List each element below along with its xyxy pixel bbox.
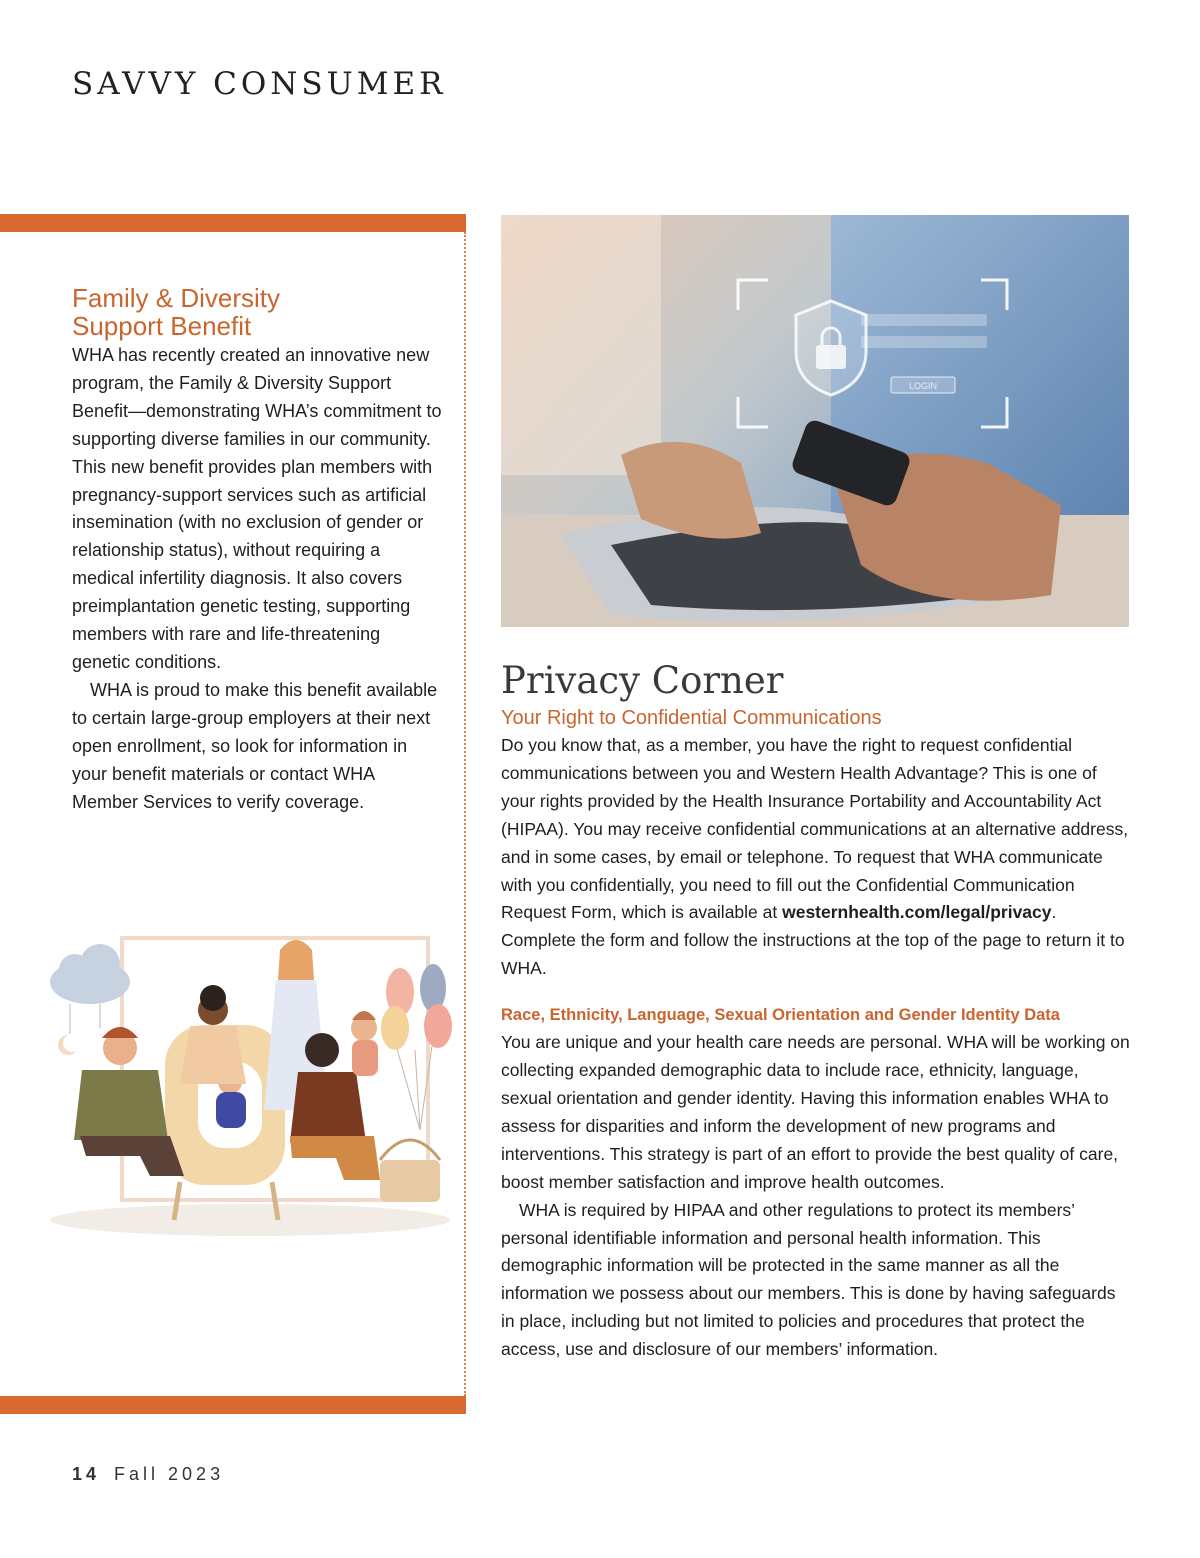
privacy-corner-article [501, 660, 1131, 1364]
title-line-2: Support Benefit [72, 311, 252, 341]
paragraph: WHA is required by HIPAA and other regulations to protect its members’ personal identifiable information and personal health information. This demographic information will be protected in the same manner as all the information we possess about our members. This is done by having safeguards in place, including but not limited to policies and procedures that protect the access, use and disclosure of our members’ information. [501, 1199, 1116, 1360]
paragraph [501, 732, 1131, 983]
section-header: SAVVY CONSUMER [72, 66, 447, 102]
paragraph: WHA has recently created an innovative new program, the Family & Diversity Support Benefit—demonstrating WHA’s commitment to supporting diverse families in our community. This new benefit provides plan members with pregnancy-support services such as artificial insemination (with no exclusion of gender or relationship status), without requiring a medical infertility diagnosis. It also covers preimplantation genetic testing, supporting members with rare and life-threatening genetic conditions. [72, 345, 442, 672]
page-number: 14 [72, 1464, 101, 1484]
orange-bar-top [0, 214, 466, 232]
boy-icon [180, 985, 246, 1084]
basket-icon [380, 1140, 440, 1202]
text: . Complete the form and follow the instructions at the top of the page to return it to WHA. [501, 902, 1125, 979]
page-footer [72, 1464, 224, 1485]
family-illustration [40, 930, 460, 1240]
text: Do you know that, as a member, you have the right to request confidential communications between you and Western Health Advantage? This is one of your rights provided by the Health Insurance Portability and Accountability Act (HIPAA). You may receive confidential communications at an alternative address, and in some cases, by email or telephone. To request that WHA communicate with you confidentially, you need to fill out the Confidential Communication Request Form, which is available at [501, 735, 1129, 923]
privacy-subtitle: Your Right to Confidential Communications [501, 707, 882, 729]
paragraph: WHA is proud to make this benefit available to certain large-group employers at their next open enrollment, so look for information in your benefit materials or contact WHA Member Services to verify coverage. [72, 679, 438, 812]
dotted-divider [464, 232, 466, 1396]
balloons-icon [381, 964, 452, 1130]
login-label: LOGIN [908, 381, 938, 391]
privacy-link[interactable]: westernhealth.com/legal/privacy [782, 902, 1052, 923]
security-login-photo [501, 215, 1129, 627]
girl-icon [351, 1011, 378, 1076]
article-title [72, 284, 442, 340]
privacy-title: Privacy Corner [501, 659, 784, 702]
paragraph: You are unique and your health care needs are personal. WHA will be working on collecting expanded demographic data to include race, ethnicity, language, sexual orientation and gender identity. Having this information enables WHA to assess for disparities and inform the development of new programs and interventions. This strategy is part of an effort to provide the best quality of care, boost member satisfaction and improve health outcomes. [501, 1032, 1130, 1192]
lock-icon [796, 301, 866, 395]
race-heading: Race, Ethnicity, Language, Sexual Orientation and Gender Identity Data [501, 1006, 1060, 1025]
family-diversity-article [72, 284, 442, 816]
title-line-1: Family & Diversity [72, 283, 281, 313]
orange-bar-bottom [0, 1396, 466, 1414]
issue-label: Fall 2023 [114, 1464, 225, 1484]
